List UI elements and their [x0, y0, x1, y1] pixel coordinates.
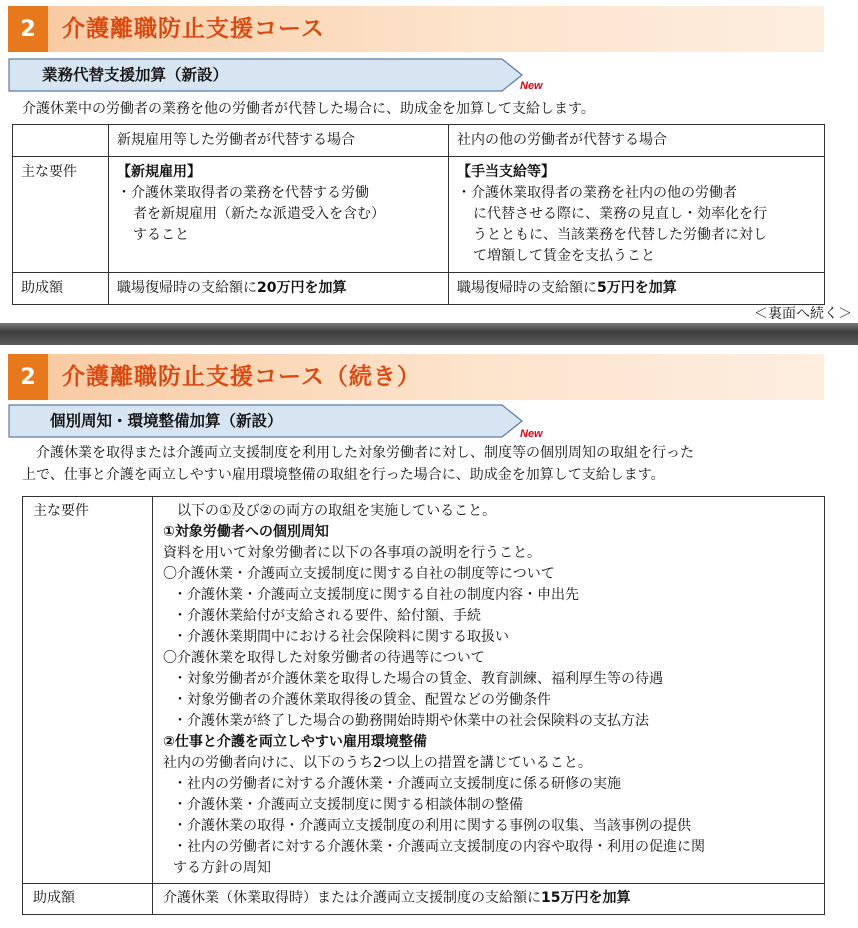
row-label-amount: 助成額 — [13, 273, 109, 305]
requirements-internal — [449, 157, 825, 273]
req-line: うとともに、当該業務を代替した労働者に対し — [473, 227, 767, 243]
section1-title: 介護離職防止支援コース — [62, 16, 325, 42]
list-item-continued: する方針の周知 — [173, 860, 271, 876]
req-line: すること — [133, 227, 189, 243]
section1-number: 2 — [8, 6, 48, 52]
list-item: ・介護休業・介護両立支援制度に関する相談体制の整備 — [173, 797, 523, 813]
amount-detail — [153, 884, 825, 915]
table-row — [13, 125, 825, 157]
table-row — [13, 157, 825, 273]
table-row — [23, 884, 825, 915]
requirements-new-hire — [109, 157, 449, 273]
req-title-new-hire: 【新規雇用】 — [117, 164, 201, 180]
item2-desc: 社内の労働者向けに、以下のうち2つ以上の措置を講じていること。 — [163, 755, 592, 771]
list-item: ・介護休業が終了した場合の勤務開始時期や休業中の社会保険料の支払方法 — [173, 713, 649, 729]
section1-header — [8, 6, 824, 52]
row-label-requirements: 主な要件 — [23, 497, 153, 884]
list-item: ・介護休業・介護両立支援制度に関する自社の制度内容・申出先 — [173, 587, 579, 603]
amount-prefix: 職場復帰時の支給額に — [457, 280, 597, 296]
list-item: ・介護休業給付が支給される要件、給付額、手続 — [173, 608, 481, 624]
col-header-new-hire: 新規雇用等した労働者が代替する場合 — [109, 125, 449, 157]
section1-intro: 介護休業中の労働者の業務を他の労働者が代替した場合に、助成金を加算して支給します。 — [22, 101, 595, 117]
item1-sub2: 〇介護休業を取得した対象労働者の待遇等について — [163, 650, 485, 666]
section2-table — [22, 496, 825, 915]
section1-subtitle-banner — [8, 58, 528, 92]
amount-value: 15万円を加算 — [541, 890, 631, 906]
section2-subtitle: 個別周知・環境整備加算（新設） — [50, 412, 283, 430]
list-item: ・介護休業期間中における社会保険料に関する取扱い — [173, 629, 509, 645]
section1-subtitle: 業務代替支援加算（新設） — [42, 66, 229, 84]
amount-internal — [449, 273, 825, 305]
amount-value: 20万円を加算 — [257, 280, 347, 296]
col-header-internal: 社内の他の労働者が代替する場合 — [449, 125, 825, 157]
section2-new-tag: New — [520, 428, 543, 440]
list-item: ・社内の労働者に対する介護休業・介護両立支援制度に係る研修の実施 — [173, 776, 621, 792]
table-corner-cell — [13, 125, 109, 157]
amount-prefix: 職場復帰時の支給額に — [117, 280, 257, 296]
req-line: ・介護休業取得者の業務を社内の他の労働者 — [457, 185, 737, 201]
section2-intro-line1: 介護休業を取得または介護両立支援制度を利用した対象労働者に対し、制度等の個別周知の取組を行った — [36, 445, 694, 461]
req-line: ・介護休業取得者の業務を代替する労働 — [117, 185, 369, 201]
list-item: ・社内の労働者に対する介護休業・介護両立支援制度の内容や取得・利用の促進に関 — [173, 839, 705, 855]
continue-note: ＜裏面へ続く＞ — [754, 306, 852, 322]
req-line: て増額して賃金を支払うこと — [473, 248, 655, 264]
req-line: に代替させる際に、業務の見直し・効率化を行 — [473, 206, 767, 222]
requirements-lead: 以下の①及び②の両方の取組を実施していること。 — [177, 503, 497, 519]
req-title-internal: 【手当支給等】 — [457, 164, 555, 180]
section1-table — [12, 124, 825, 305]
list-item: ・対象労働者が介護休業を取得した場合の賃金、教育訓練、福利厚生等の待遇 — [173, 671, 663, 687]
req-line: 者を新規雇用（新たな派遣受入を含む） — [133, 206, 385, 222]
section2-subtitle-banner — [8, 404, 528, 438]
row-label-requirements: 主な要件 — [13, 157, 109, 273]
section2-title: 介護離職防止支援コース（続き） — [62, 364, 421, 390]
item1-desc: 資料を用いて対象労働者に以下の各事項の説明を行うこと。 — [163, 545, 541, 561]
amount-prefix: 介護休業（休業取得時）または介護両立支援制度の支給額に — [163, 890, 541, 906]
item2-title: ②仕事と介護を両立しやすい雇用環境整備 — [163, 734, 427, 750]
section1-new-tag: New — [520, 80, 543, 92]
amount-new-hire — [109, 273, 449, 305]
amount-value: 5万円を加算 — [597, 280, 677, 296]
section2-number: 2 — [8, 354, 48, 400]
list-item: ・介護休業の取得・介護両立支援制度の利用に関する事例の収集、当該事例の提供 — [173, 818, 691, 834]
item1-sub1: 〇介護休業・介護両立支援制度に関する自社の制度等について — [163, 566, 555, 582]
row-label-amount: 助成額 — [23, 884, 153, 915]
item1-title: ①対象労働者への個別周知 — [163, 524, 329, 540]
list-item: ・対象労働者の介護休業取得後の賃金、配置などの労働条件 — [173, 692, 551, 708]
table-row — [23, 497, 825, 884]
section2-intro-line2: 上で、仕事と介護を両立しやすい雇用環境整備の取組を行った場合に、助成金を加算して支給します。 — [22, 467, 665, 483]
section2-header — [8, 354, 824, 400]
table-row — [13, 273, 825, 305]
requirements-detail — [153, 497, 825, 884]
page-divider — [0, 323, 858, 345]
